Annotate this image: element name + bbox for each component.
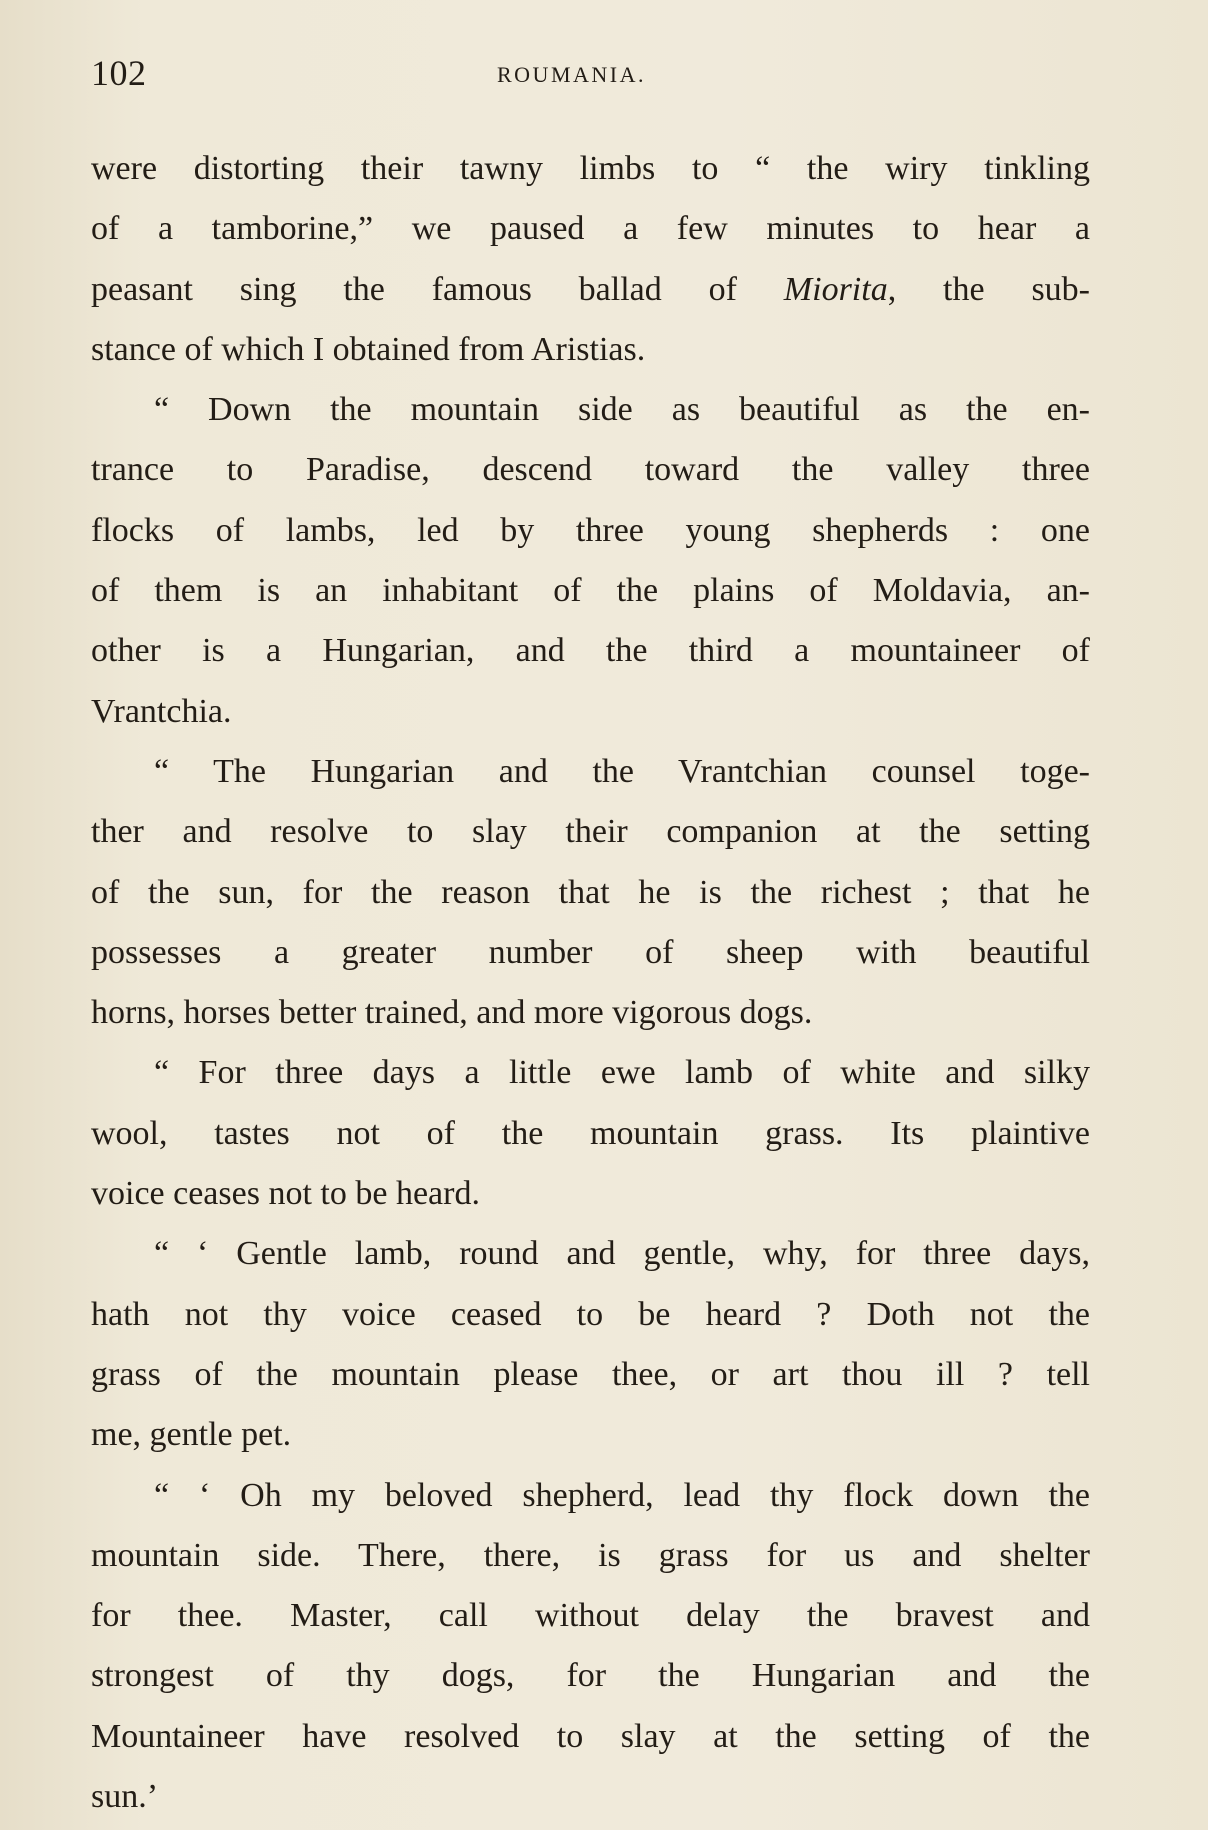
text-line: Vrantchia. [91,692,232,730]
text-line: hath not thy voice ceased to be heard ? Doth not the [91,1295,1090,1333]
text-line: of the sun, for the reason that he is the richest ; that he [91,873,1090,911]
text-line: strongest of thy dogs, for the Hungarian and the [91,1657,1090,1695]
text-line: were distorting their tawny limbs to “ the wiry tinkling [91,150,1090,187]
text-line: wool, tastes not of the mountain grass. Its plaintive [91,1114,1090,1152]
text-line: “ For three days a little ewe lamb of white and silky [154,1054,1090,1092]
text-line: other is a Hungarian, and the third a mountaineer of [91,632,1090,670]
text-line: Mountaineer have resolved to slay at the setting of the [91,1717,1090,1755]
ballad-title: Miorita [783,270,888,308]
text-line: “ The Hungarian and the Vrantchian counsel toge- [154,752,1090,790]
text-line: “ Down the mountain side as beautiful as the en- [154,391,1090,429]
text-line: ther and resolve to slay their companion at the setting [91,813,1090,851]
running-head [91,52,1111,102]
text-line: me, gentle pet. [91,1416,292,1454]
text-line: stance of which I obtained from Aristias. [91,330,646,368]
text-line: peasant sing the famous ballad of Miorita, the sub- [91,270,1091,308]
text-line: mountain side. There, there, is grass for us and shelter [91,1536,1090,1574]
page-number: 102 [91,53,147,93]
text-line: “ ‘ Gentle lamb, round and gentle, why, for three days, [154,1235,1090,1273]
text-line: voice ceases not to be heard. [91,1175,480,1213]
text-line: horns, horses better trained, and more vigorous dogs. [91,994,813,1032]
running-title: ROUMANIA. [497,62,646,87]
text-line: possesses a greater number of sheep with beautiful [91,933,1090,971]
text-line: of them is an inhabitant of the plains of Moldavia, an- [91,572,1090,610]
text-line: sun.’ [91,1778,159,1816]
body-text [91,139,1090,1827]
text-line: trance to Paradise, descend toward the valley three [91,451,1090,489]
text-line: “ ‘ Oh my beloved shepherd, lead thy flock down the [154,1476,1090,1514]
text-line: of a tamborine,” we paused a few minutes to hear a [91,210,1090,248]
text-line: for thee. Master, call without delay the bravest and [91,1597,1090,1635]
text-line: grass of the mountain please thee, or art thou ill ? tell [91,1355,1090,1393]
text-line: flocks of lambs, led by three young shepherds : one [91,511,1090,549]
